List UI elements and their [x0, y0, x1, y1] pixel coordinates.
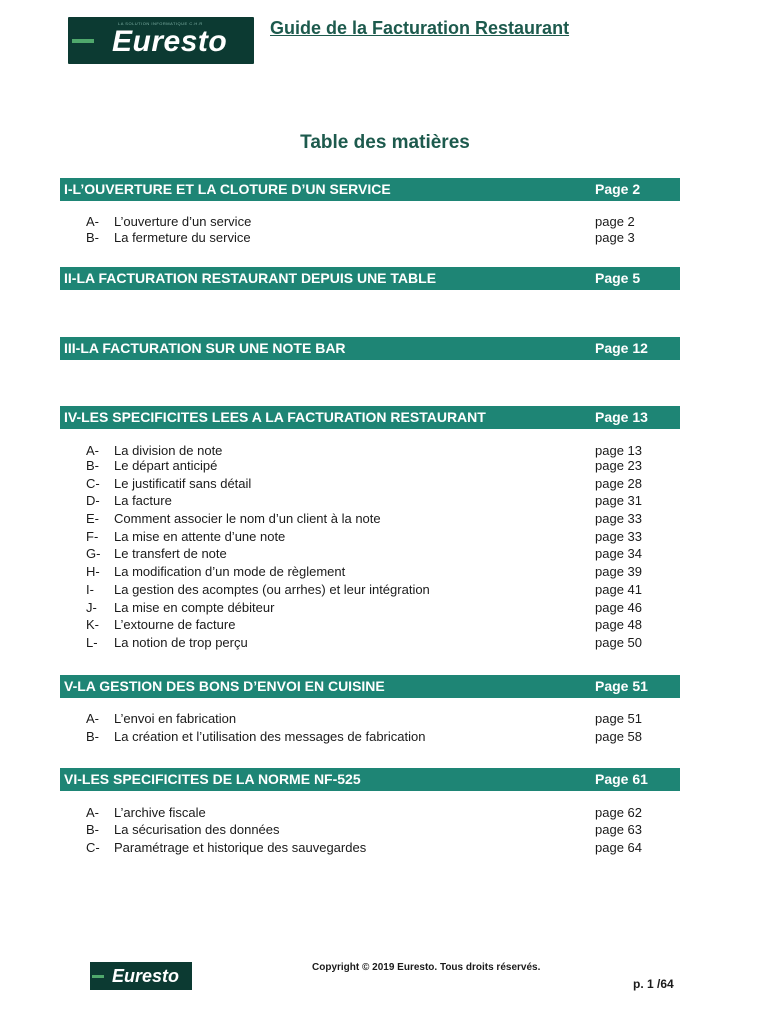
toc-item[interactable]: B- La fermeture du service — [86, 230, 251, 245]
section-page: Page 2 — [595, 181, 641, 197]
toc-item-page: page 62 — [595, 805, 642, 820]
toc-item-page: page 48 — [595, 617, 642, 632]
logo-arrow-icon — [72, 39, 94, 43]
toc-item[interactable]: A- L’envoi en fabrication — [86, 711, 237, 726]
section-bar-3[interactable] — [60, 337, 680, 360]
toc-item-page: page 23 — [595, 458, 642, 473]
footer-logo-arrow-icon — [92, 975, 104, 978]
toc-title: Table des matières — [300, 132, 470, 153]
toc-item-page: page 50 — [595, 635, 642, 650]
toc-item-page: page 64 — [595, 840, 642, 855]
logo-text: Euresto — [112, 25, 228, 58]
toc-item[interactable]: L- La notion de trop perçu — [86, 635, 248, 650]
section-label: I-L’OUVERTURE ET LA CLOTURE D’UN SERVICE — [64, 181, 391, 197]
toc-item[interactable]: B- La sécurisation des données — [86, 822, 280, 837]
toc-item-page: page 46 — [595, 600, 642, 615]
toc-item-page: page 39 — [595, 564, 642, 579]
toc-item-page: page 2 — [595, 214, 635, 229]
footer-logo — [90, 962, 192, 990]
section-label: V-LA GESTION DES BONS D’ENVOI EN CUISINE — [64, 678, 385, 694]
toc-item-page: page 3 — [595, 230, 635, 245]
section-label: IV-LES SPECIFICITES LEES A LA FACTURATION RESTAURANT — [64, 409, 486, 425]
section-page: Page 12 — [595, 340, 648, 356]
section-page: Page 5 — [595, 270, 641, 286]
euresto-logo — [68, 17, 254, 64]
toc-item[interactable]: H- La modification d’un mode de règlement — [86, 564, 346, 579]
page-number: p. 1 /64 — [633, 977, 674, 991]
toc-item[interactable]: E- Comment associer le nom d’un client à la note — [86, 511, 381, 526]
toc-item-page: page 28 — [595, 476, 642, 491]
toc-item[interactable]: G- Le transfert de note — [86, 546, 227, 561]
toc-item[interactable]: A- L’ouverture d’un service — [86, 214, 252, 229]
toc-item-page: page 13 — [595, 443, 642, 458]
toc-item-page: page 41 — [595, 582, 642, 597]
toc-item-page: page 63 — [595, 822, 642, 837]
logo-tagline: LA SOLUTION INFORMATIQUE C.H.R — [118, 21, 203, 26]
section-page: Page 13 — [595, 409, 648, 425]
section-label: III-LA FACTURATION SUR UNE NOTE BAR — [64, 340, 346, 356]
toc-item[interactable]: I- La gestion des acomptes (ou arrhes) et leur intégration — [86, 582, 430, 597]
toc-item-page: page 51 — [595, 711, 642, 726]
copyright-text: Copyright © 2019 Euresto. Tous droits réservés. — [312, 962, 541, 973]
toc-item[interactable]: B- La création et l’utilisation des messages de fabrication — [86, 729, 426, 744]
section-label: VI-LES SPECIFICITES DE LA NORME NF-525 — [64, 771, 361, 787]
toc-item[interactable]: A- La division de note — [86, 443, 223, 458]
section-page: Page 61 — [595, 771, 648, 787]
toc-item[interactable]: A- L’archive fiscale — [86, 805, 206, 820]
section-bar-2[interactable] — [60, 267, 680, 290]
toc-item[interactable]: D- La facture — [86, 493, 172, 508]
toc-item-page: page 58 — [595, 729, 642, 744]
toc-item[interactable]: C- Paramétrage et historique des sauvegardes — [86, 840, 367, 855]
toc-item[interactable]: F- La mise en attente d’une note — [86, 529, 286, 544]
section-label: II-LA FACTURATION RESTAURANT DEPUIS UNE TABLE — [64, 270, 437, 286]
toc-item[interactable]: J- La mise en compte débiteur — [86, 600, 275, 615]
section-bar-4[interactable] — [60, 406, 680, 429]
toc-item-page: page 34 — [595, 546, 642, 561]
toc-item-page: page 31 — [595, 493, 642, 508]
section-page: Page 51 — [595, 678, 648, 694]
toc-item[interactable]: B- Le départ anticipé — [86, 458, 218, 473]
section-bar-6[interactable] — [60, 768, 680, 791]
footer-logo-text: Euresto — [112, 966, 180, 986]
toc-item[interactable]: C- Le justificatif sans détail — [86, 476, 252, 491]
toc-item-page: page 33 — [595, 529, 642, 544]
document-title: Guide de la Facturation Restaurant — [270, 18, 570, 38]
toc-item-page: page 33 — [595, 511, 642, 526]
toc-item[interactable]: K- L’extourne de facture — [86, 617, 236, 632]
section-bar-5[interactable] — [60, 675, 680, 698]
section-bar-1[interactable] — [60, 178, 680, 201]
